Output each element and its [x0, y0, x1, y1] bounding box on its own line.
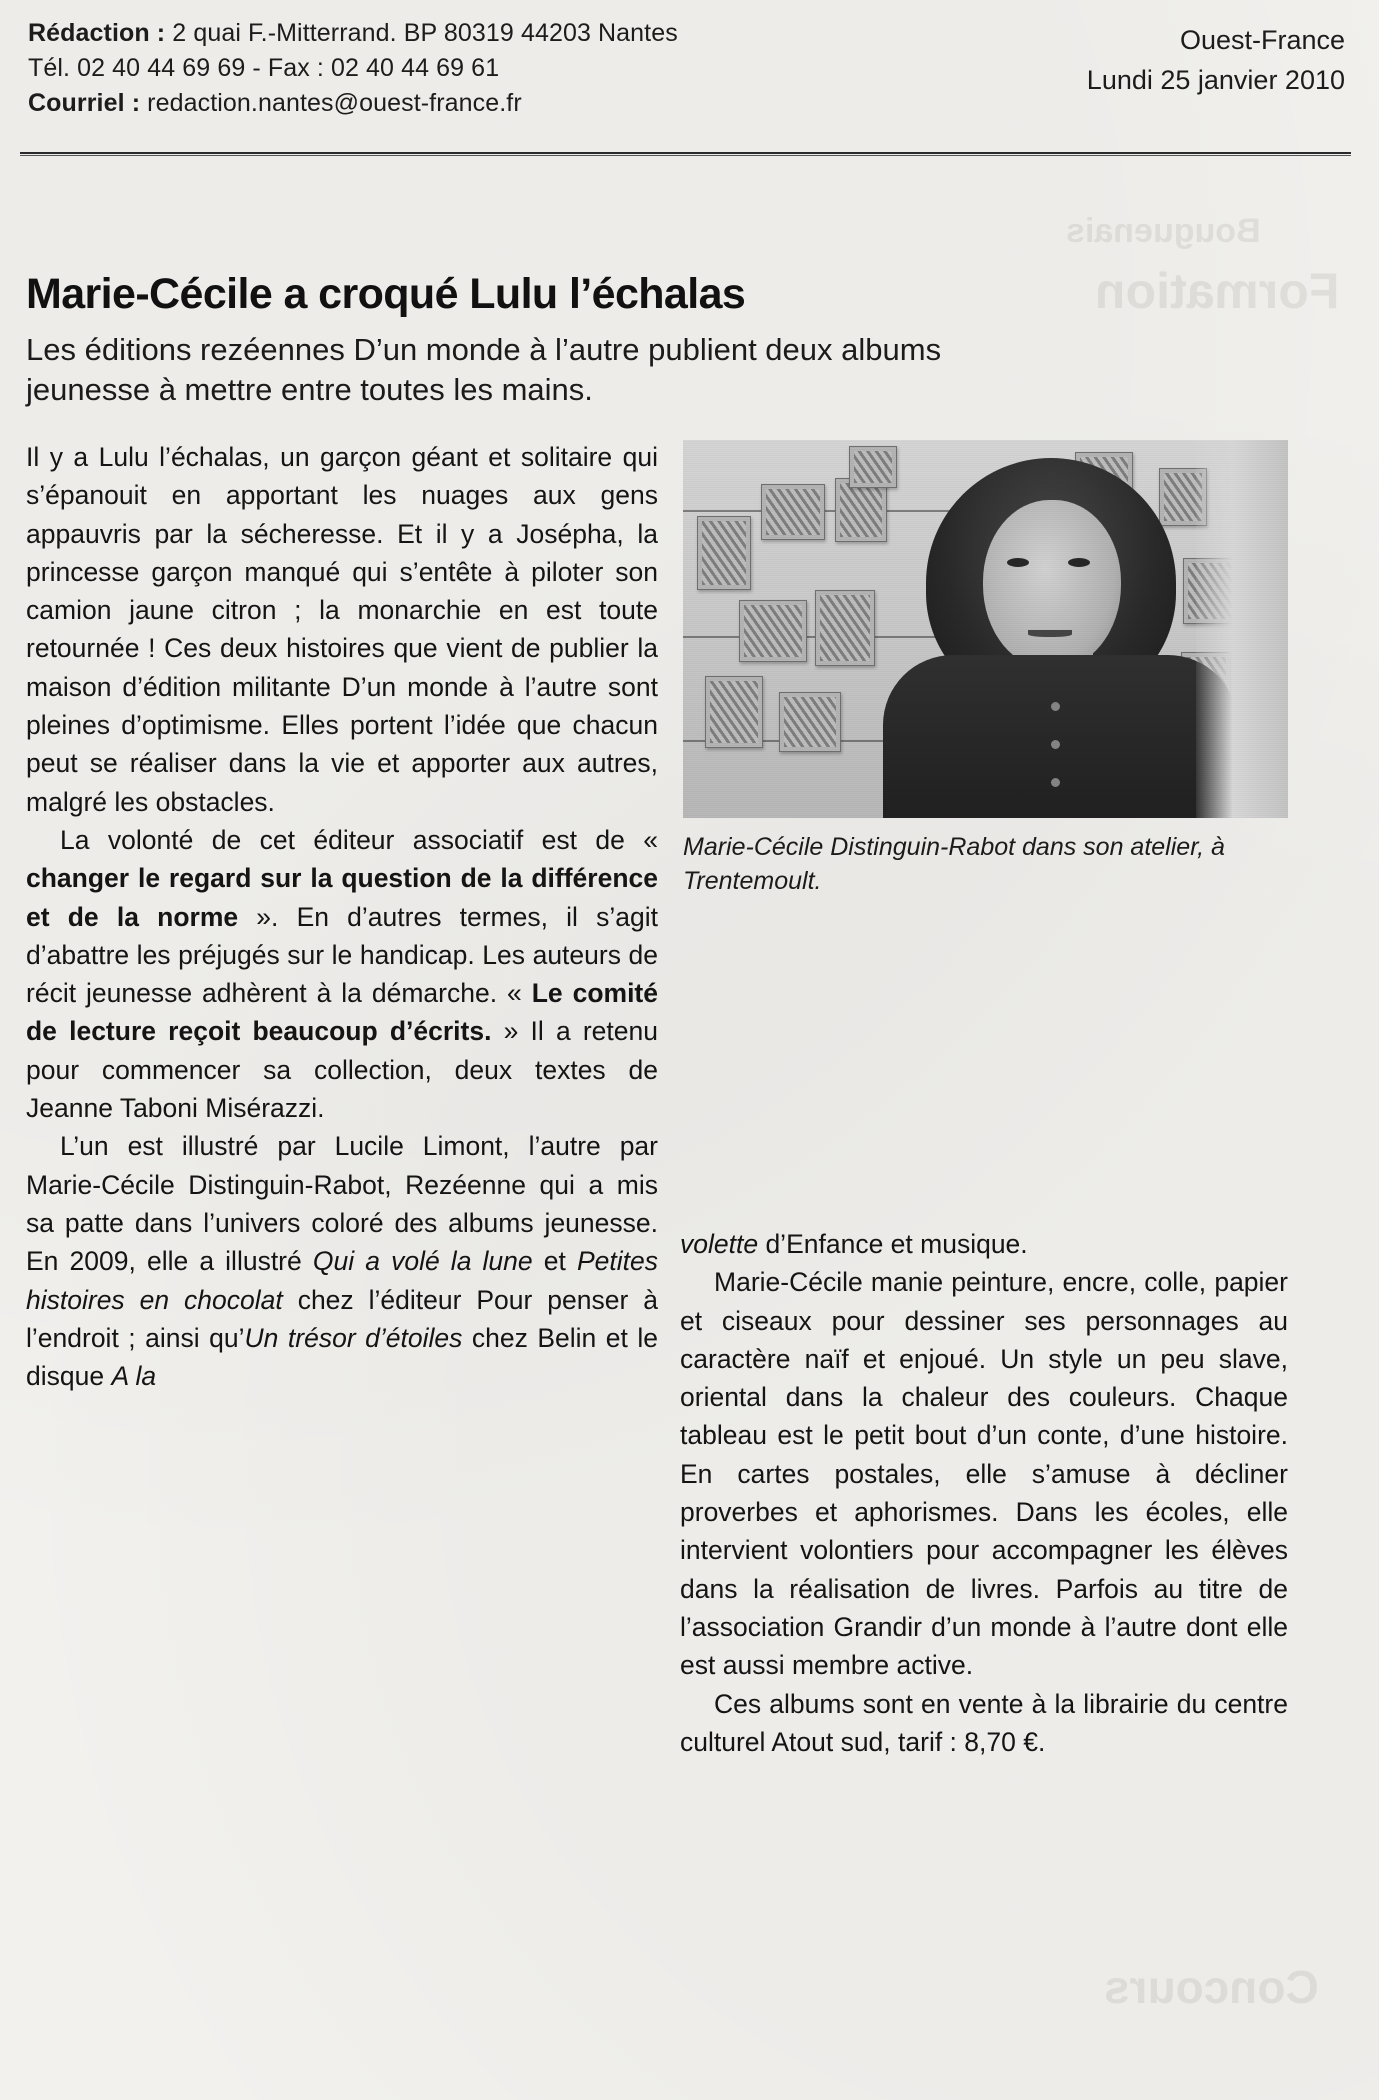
photo-caption: Marie-Cécile Distinguin-Rabot dans son atelier, à Trentemoult.: [683, 833, 1225, 895]
text-run: chez Belin et le disque: [26, 1322, 658, 1392]
title-italic: Petites histoires en chocolat: [26, 1246, 659, 1315]
text-run: L’un est illustré par Lucile Limont, l’autre par Marie-Cécile Distinguin-Rabot, Rezéenne qui a mis sa patte dans l’univers coloré des albums jeunesse. En 2009, elle a illustré: [26, 1131, 658, 1277]
text-run: chez l’éditeur Pour penser à l’endroit ; ainsi qu’: [26, 1284, 658, 1353]
article-photo: [683, 440, 1288, 818]
paper-name: Ouest-France: [1179, 25, 1345, 55]
masthead-divider: [20, 152, 1351, 154]
masthead-title-block: [1087, 20, 1345, 100]
masthead-address-line: [28, 16, 678, 51]
body-column-right: [680, 1225, 1288, 1761]
body-column-left: [26, 438, 658, 1395]
bleed-text-2: Formation: [1094, 263, 1339, 319]
text-run: La volonté de cet éditeur associatif est de «: [60, 824, 658, 855]
paragraph: Il y a Lulu l’échalas, un garçon géant et solitaire qui s’épanouit en apportant les nuages aux gens appauvris par la sécheresse. Et il y a Josépha, la princesse garçon manqué qui s’entête à piloter son camion jaune citron ; la monarchie en est toute retournée ! Ces deux histoires que vient de publier la maison d’édition militante D’un monde à l’autre sont pleines d’optimisme. Elles portent l’idée que chacun peut se réaliser dans la vie et apporter aux autres, malgré les obstacles.: [26, 442, 658, 817]
redaction-label: Rédaction :: [28, 19, 166, 47]
paragraph: [680, 1225, 1288, 1263]
title-italic: Qui a volé la lune: [312, 1246, 533, 1277]
text-run: et: [532, 1246, 577, 1277]
masthead-phone-line: Tél. 02 40 44 69 69 - Fax : 02 40 44 69 61: [28, 54, 500, 82]
redaction-value: 2 quai F.-Mitterrand. BP 80319 44203 Nantes: [172, 19, 678, 47]
text-run: d’Enfance et musique.: [758, 1229, 1028, 1259]
bleed-text-1: Bouguenais: [1066, 212, 1261, 250]
text-run: ». En d’autres termes, il s’agit d’abattre les préjugés sur le handicap. Les auteurs de récit jeunesse adhèrent à la démarche. «: [26, 901, 658, 1009]
quote-bold: Le comité de lecture reçoit beaucoup d’écrits.: [26, 978, 658, 1047]
courriel-value: redaction.nantes@ouest-france.fr: [147, 89, 522, 117]
bleed-text-3: Concours: [1104, 1961, 1319, 2013]
paragraph: Ces albums sont en vente à la librairie du centre culturel Atout sud, tarif : 8,70 €.: [680, 1688, 1288, 1757]
photo-grain-overlay: [683, 440, 1288, 818]
quote-bold: changer le regard sur la question de la différence et de la norme: [26, 863, 658, 932]
edition-date: Lundi 25 janvier 2010: [1086, 65, 1345, 95]
title-italic: A la: [111, 1361, 157, 1392]
masthead-contact-block: [28, 16, 678, 121]
article-photo-block: [683, 440, 1288, 898]
courriel-label: Courriel :: [28, 89, 141, 117]
text-run: » Il a retenu pour commencer sa collection, deux textes de Jeanne Taboni Misérazzi.: [26, 1016, 658, 1124]
paragraph: [26, 821, 658, 1127]
article-headline: Marie-Cécile a croqué Lulu l’échalas: [26, 270, 746, 318]
paragraph: [26, 1127, 658, 1395]
title-italic: Un trésor d’étoiles: [244, 1322, 463, 1353]
masthead: [20, 16, 1351, 126]
title-italic: volette: [680, 1229, 759, 1259]
masthead-divider-thin: [20, 155, 1351, 156]
paragraph: Marie-Cécile manie peinture, encre, colle, papier et ciseaux pour dessiner ses personnages au caractère naïf et enjoué. Un style un peu slave, oriental dans la chaleur des couleurs. Chaque tableau est le petit bout d’un conte, d’une histoire. En cartes postales, elle s’amuse à décliner proverbes et aphorismes. Dans les écoles, elle intervient volontiers pour accompagner les élèves dans la réalisation de livres. Parfois au titre de l’association Grandir d’un monde à l’autre dont elle est aussi membre active.: [680, 1267, 1288, 1681]
article-standfirst: Les éditions rezéennes D’un monde à l’autre publient deux albums jeunesse à mettre entre toutes les mains.: [26, 332, 942, 407]
masthead-email-line: [28, 86, 678, 121]
